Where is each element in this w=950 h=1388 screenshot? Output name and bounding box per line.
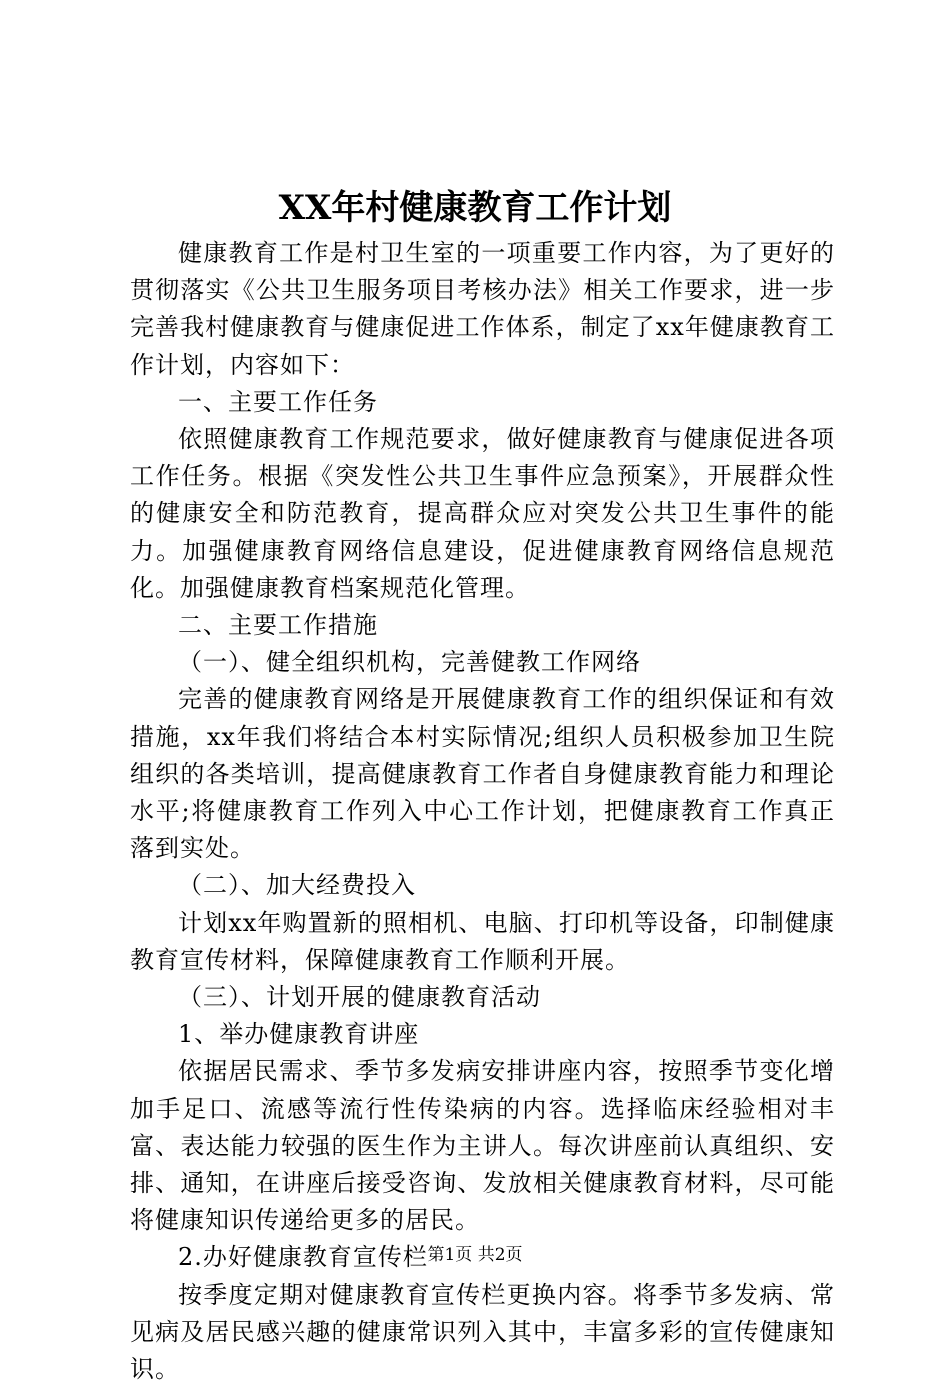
document-title: XX年村健康教育工作计划 [278, 188, 672, 228]
item-heading-1: 1、举办健康教育讲座 [178, 1020, 420, 1049]
section-heading-1: 一、主要工作任务 [178, 387, 378, 416]
paragraph-section-1: 依照健康教育工作规范要求，做好健康教育与健康促进各项工作任务。根据《突发性公共卫生事件应急预案》，开展群众性的健康安全和防范教育，提高群众应对突发公共卫生事件的能力。加强健康教育网络信息建设，促进健康教育网络信息规范化。加强健康教育档案规范化管理。 [130, 425, 835, 602]
paragraph-item-1: 依据居民需求、季节多发病安排讲座内容，按照季节变化增加手足口、流感等流行性传染病的内容。选择临床经验相对丰富、表达能力较强的医生作为主讲人。每次讲座前认真组织、安排、通知，在讲座后接受咨询、发放相关健康教育材料，尽可能将健康知识传递给更多的居民。 [130, 1057, 835, 1235]
document-body [130, 235, 835, 1388]
paragraph-subsection-1: 完善的健康教育网络是开展健康教育工作的组织保证和有效措施，xx年我们将结合本村实际情况;组织人员积极参加卫生院组织的各类培训，提高健康教育工作者自身健康教育能力和理论水平;将健康教育工作列入中心工作计划，把健康教育工作真正落到实处。 [130, 685, 835, 863]
subsection-heading-2: （二）、加大经费投入 [178, 871, 416, 900]
paragraph-subsection-2: 计划xx年购置新的照相机、电脑、打印机等设备，印制健康教育宣传材料，保障健康教育工作顺利开展。 [130, 908, 835, 974]
paragraph-intro: 健康教育工作是村卫生室的一项重要工作内容，为了更好的贯彻落实《公共卫生服务项目考核办法》相关工作要求，进一步完善我村健康教育与健康促进工作体系，制定了xx年健康教育工作计划，内容如下： [130, 239, 835, 379]
paragraph-item-2: 按季度定期对健康教育宣传栏更换内容。将季节多发病、常见病及居民感兴趣的健康常识列入其中，丰富多彩的宣传健康知识。 [130, 1280, 835, 1384]
subsection-heading-3: （三）、计划开展的健康教育活动 [178, 983, 541, 1012]
item-heading-2: 2.办好健康教育宣传栏 [178, 1243, 428, 1272]
page-number-footer: 第1页 共2页 [427, 1245, 523, 1265]
subsection-heading-1: （一）、健全组织机构，完善健教工作网络 [178, 648, 641, 677]
section-heading-2: 二、主要工作措施 [178, 611, 378, 640]
